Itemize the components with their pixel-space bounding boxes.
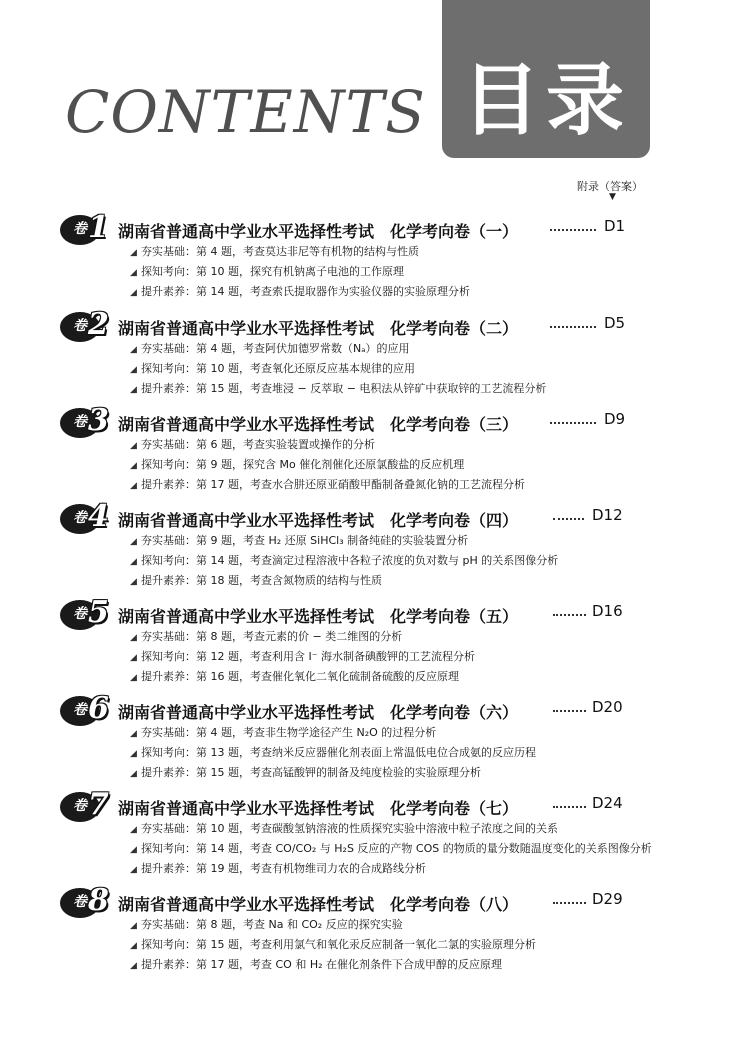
topic-item (130, 552, 558, 568)
badge-juan-label: 卷 (73, 510, 87, 526)
triangle-bullet-icon: ◢ (130, 865, 137, 875)
topic-text: 探知考向：第 9 题，探究含 Mo 催化剂催化还原氯酸盐的反应机理 (141, 458, 465, 471)
topic-text: 探知考向：第 10 题，探究有机钠离子电池的工作原理 (141, 265, 404, 278)
triangle-bullet-icon: ◢ (130, 577, 137, 587)
triangle-bullet-icon: ◢ (130, 941, 137, 951)
topic-item (130, 360, 415, 376)
topic-item (130, 744, 536, 760)
topic-item (130, 628, 402, 644)
triangle-bullet-icon: ◢ (130, 481, 137, 491)
triangle-bullet-icon: ◢ (130, 749, 137, 759)
badge-juan-label: 卷 (73, 894, 87, 910)
triangle-bullet-icon: ◢ (130, 961, 137, 971)
contents-heading: CONTENTS (65, 78, 426, 146)
leader-dots (553, 512, 584, 520)
volume-section (60, 307, 660, 400)
topic-text: 探知考向：第 15 题，考查利用氯气和氧化汞反应制备一氧化二氯的实验原理分析 (141, 938, 536, 951)
triangle-bullet-icon: ◢ (130, 385, 137, 395)
topic-text: 夯实基础：第 4 题，考查莫达非尼等有机物的结构与性质 (141, 245, 419, 258)
volume-title[interactable]: 湖南省普通高中学业水平选择性考试 化学考向卷（四） (118, 511, 519, 530)
down-arrow-icon: ▼ (609, 192, 616, 202)
leader-dots (553, 800, 586, 808)
triangle-bullet-icon: ◢ (130, 921, 137, 931)
topic-text: 夯实基础：第 6 题，考查实验装置或操作的分析 (141, 438, 375, 451)
topic-text: 提升素养：第 14 题，考查索氏提取器作为实验仪器的实验原理分析 (141, 285, 470, 298)
topic-item (130, 380, 546, 396)
page-number[interactable]: D16 (592, 602, 623, 620)
triangle-bullet-icon: ◢ (130, 729, 137, 739)
topic-item (130, 648, 475, 664)
page-number[interactable]: D24 (592, 794, 623, 812)
volume-badge-icon (60, 691, 112, 728)
volume-badge-icon (60, 883, 112, 920)
triangle-bullet-icon: ◢ (130, 537, 137, 547)
badge-juan-label: 卷 (73, 702, 87, 718)
volume-section (60, 403, 660, 496)
topic-text: 探知考向：第 14 题，考查 CO/CO₂ 与 H₂S 反应的产物 COS 的物质的量分数随温度变化的关系图像分析 (141, 842, 652, 855)
topic-item (130, 340, 410, 356)
volume-section (60, 787, 660, 880)
topic-item (130, 668, 459, 684)
volume-section (60, 499, 660, 592)
leader-dots (550, 416, 596, 424)
badge-juan-label: 卷 (73, 318, 87, 334)
topic-text: 夯实基础：第 4 题，考查阿伏加德罗常数（Nₐ）的应用 (141, 342, 410, 355)
triangle-bullet-icon: ◢ (130, 461, 137, 471)
topic-item (130, 263, 404, 279)
triangle-bullet-icon: ◢ (130, 769, 137, 779)
topic-item (130, 956, 502, 972)
appendix-label: 附录（答案） (577, 180, 643, 193)
volume-title[interactable]: 湖南省普通高中学业水平选择性考试 化学考向卷（八） (118, 895, 519, 914)
triangle-bullet-icon: ◢ (130, 365, 137, 375)
topic-text: 提升素养：第 18 题，考查含氮物质的结构与性质 (141, 574, 382, 587)
topic-item (130, 840, 652, 856)
page-number[interactable]: D9 (604, 410, 626, 428)
volume-section (60, 883, 660, 976)
topic-text: 夯实基础：第 10 题，考查碳酸氢钠溶液的性质探究实验中溶液中粒子浓度之间的关系 (141, 822, 558, 835)
triangle-bullet-icon: ◢ (130, 845, 137, 855)
badge-number: 5 (88, 595, 109, 630)
badge-number: 3 (88, 403, 109, 438)
volume-badge-icon (60, 307, 112, 344)
topic-item (130, 283, 470, 299)
topic-text: 提升素养：第 17 题，考查 CO 和 H₂ 在催化剂条件下合成甲醇的反应原理 (141, 958, 502, 971)
volume-badge-icon (60, 210, 112, 247)
leader-dots (553, 608, 586, 616)
topic-text: 夯实基础：第 8 题，考查 Na 和 CO₂ 反应的探究实验 (141, 918, 403, 931)
topic-text: 提升素养：第 15 题，考查高锰酸钾的制备及纯度检验的实验原理分析 (141, 766, 481, 779)
leader-dots (553, 704, 586, 712)
triangle-bullet-icon: ◢ (130, 248, 137, 258)
volume-section (60, 691, 660, 784)
topic-text: 探知考向：第 13 题，考查纳米反应器催化剂表面上常温低电位合成氨的反应历程 (141, 746, 536, 759)
badge-juan-label: 卷 (73, 221, 87, 237)
leader-dots (550, 320, 596, 328)
volume-badge-icon (60, 403, 112, 440)
page-number[interactable]: D12 (592, 506, 623, 524)
badge-number: 1 (88, 210, 109, 245)
volume-title[interactable]: 湖南省普通高中学业水平选择性考试 化学考向卷（二） (118, 319, 519, 338)
badge-number: 8 (88, 883, 109, 918)
page-number[interactable]: D1 (604, 217, 626, 235)
badge-number: 7 (88, 787, 109, 822)
badge-number: 2 (88, 307, 109, 342)
title-box (442, 0, 650, 158)
topic-text: 提升素养：第 19 题，考查有机物维司力农的合成路线分析 (141, 862, 426, 875)
page-number[interactable]: D20 (592, 698, 623, 716)
triangle-bullet-icon: ◢ (130, 825, 137, 835)
volume-title[interactable]: 湖南省普通高中学业水平选择性考试 化学考向卷（五） (118, 607, 519, 626)
page-title: 目录 (461, 56, 630, 146)
topic-item (130, 476, 525, 492)
triangle-bullet-icon: ◢ (130, 653, 137, 663)
volume-section (60, 595, 660, 688)
topic-item (130, 456, 464, 472)
topic-item (130, 243, 419, 259)
page-number[interactable]: D5 (604, 314, 626, 332)
topic-item (130, 724, 436, 740)
topic-text: 提升素养：第 16 题，考查催化氧化二氧化硫制备硫酸的反应原理 (141, 670, 459, 683)
topic-item (130, 916, 403, 932)
topic-text: 夯实基础：第 4 题，考查非生物学途径产生 N₂O 的过程分析 (141, 726, 437, 739)
topic-item (130, 936, 536, 952)
badge-juan-label: 卷 (73, 798, 87, 814)
topic-item (130, 532, 468, 548)
triangle-bullet-icon: ◢ (130, 288, 137, 298)
triangle-bullet-icon: ◢ (130, 268, 137, 278)
volume-title[interactable]: 湖南省普通高中学业水平选择性考试 化学考向卷（三） (118, 415, 519, 434)
volume-badge-icon (60, 787, 112, 824)
topic-item (130, 820, 558, 836)
volume-section (60, 210, 660, 303)
volume-title[interactable]: 湖南省普通高中学业水平选择性考试 化学考向卷（一） (118, 222, 519, 241)
triangle-bullet-icon: ◢ (130, 673, 137, 683)
triangle-bullet-icon: ◢ (130, 633, 137, 643)
badge-juan-label: 卷 (73, 606, 87, 622)
page-number[interactable]: D29 (592, 890, 623, 908)
topic-text: 提升素养：第 17 题，考查水合肼还原亚硝酸甲酯制备叠氮化钠的工艺流程分析 (141, 478, 525, 491)
topic-text: 夯实基础：第 8 题，考查元素的价 − 类二维图的分析 (141, 630, 403, 643)
triangle-bullet-icon: ◢ (130, 345, 137, 355)
badge-number: 6 (88, 691, 109, 726)
volume-title[interactable]: 湖南省普通高中学业水平选择性考试 化学考向卷（六） (118, 703, 519, 722)
volume-badge-icon (60, 595, 112, 632)
leader-dots (550, 223, 596, 231)
badge-juan-label: 卷 (73, 414, 87, 430)
triangle-bullet-icon: ◢ (130, 557, 137, 567)
badge-number: 4 (88, 499, 109, 534)
topic-item (130, 572, 382, 588)
topic-text: 提升素养：第 15 题，考查堆浸 − 反萃取 − 电积法从锌矿中获取锌的工艺流程分析 (141, 382, 547, 395)
topic-text: 探知考向：第 12 题，考查利用含 I⁻ 海水制备碘酸钾的工艺流程分析 (141, 650, 476, 663)
topic-text: 探知考向：第 10 题，考查氧化还原反应基本规律的应用 (141, 362, 415, 375)
volume-badge-icon (60, 499, 112, 536)
topic-item (130, 436, 375, 452)
volume-title[interactable]: 湖南省普通高中学业水平选择性考试 化学考向卷（七） (118, 799, 519, 818)
leader-dots (553, 896, 586, 904)
topic-item (130, 860, 426, 876)
topic-item (130, 764, 481, 780)
topic-text: 夯实基础：第 9 题，考查 H₂ 还原 SiHCl₃ 制备纯硅的实验装置分析 (141, 534, 469, 547)
triangle-bullet-icon: ◢ (130, 441, 137, 451)
topic-text: 探知考向：第 14 题，考查滴定过程溶液中各粒子浓度的负对数与 pH 的关系图像分析 (141, 554, 559, 567)
